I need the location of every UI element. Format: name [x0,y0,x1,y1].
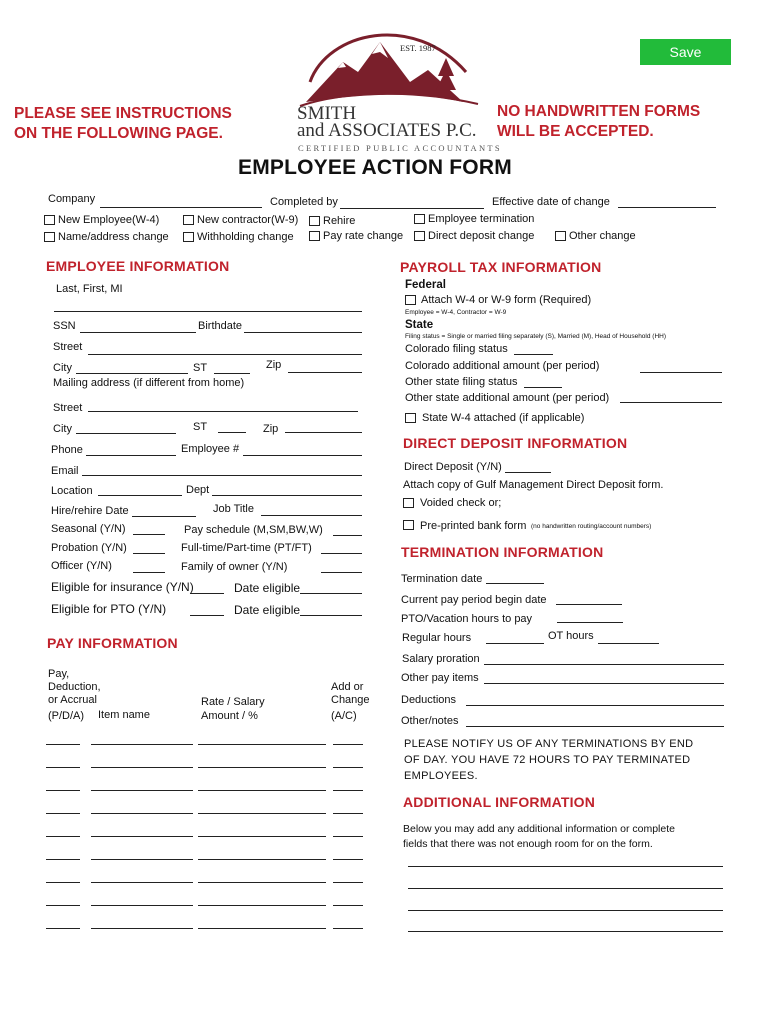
logo-tagline: CERTIFIED PUBLIC ACCOUNTANTS [298,143,502,153]
pay-rate-field[interactable] [198,859,326,860]
other-change-checkbox[interactable] [555,231,566,241]
street-label: Street [53,341,83,353]
regular-hours-field[interactable] [486,643,544,644]
attach-w4-label: Attach W-4 or W-9 form (Required) [421,294,592,306]
pay-change-field[interactable] [333,859,363,860]
voided-check-label: Voided check or; [420,497,502,509]
direct-deposit-heading: DIRECT DEPOSIT INFORMATION [403,435,628,451]
pto-date-field[interactable] [300,615,362,616]
termination-checkbox[interactable] [414,214,425,224]
payroll-tax-heading: PAYROLL TAX INFORMATION [400,259,602,275]
termination-heading: TERMINATION INFORMATION [401,544,604,560]
deductions-label: Deductions [401,694,457,706]
pay-change-field[interactable] [333,928,363,929]
pay-schedule-field[interactable] [333,535,362,536]
direct-deposit-yn-field[interactable] [505,472,551,473]
termination-notice-line-3: EMPLOYEES. [404,770,478,782]
additional-info-text-line-1: Below you may add any additional information or complete [403,823,675,835]
insurance-field[interactable] [190,593,224,594]
street-field[interactable] [88,354,362,355]
additional-info-line[interactable] [408,888,723,889]
other-notes-field[interactable] [466,726,724,727]
new-employee-label: New Employee(W-4) [58,214,160,226]
pay-col-rate-line-1: Rate / Salary [201,696,265,708]
pay-rate-field[interactable] [198,882,326,883]
company-field[interactable] [100,207,262,208]
pay-rate-field[interactable] [198,905,326,906]
pay-type-field[interactable] [46,928,80,929]
hire-date-label: Hire/rehire Date [51,505,129,517]
preprinted-form-note: (no handwritten routing/account numbers) [531,523,652,530]
period-begin-label: Current pay period begin date [401,594,547,606]
pay-item-name-field[interactable] [91,767,193,768]
pto-field[interactable] [190,615,224,616]
additional-info-line[interactable] [408,931,723,932]
attach-note: Employee = W-4, Contractor = W-9 [405,309,507,316]
email-field[interactable] [82,475,362,476]
phone-field[interactable] [86,455,176,456]
rehire-checkbox[interactable] [309,216,320,226]
direct-deposit-change-label: Direct deposit change [428,230,535,242]
employee-info-heading: EMPLOYEE INFORMATION [46,258,230,274]
direct-deposit-checkbox[interactable] [414,231,425,241]
name-address-label: Name/address change [58,231,169,243]
preprinted-form-label: Pre-printed bank form [420,520,527,532]
completed-by-field[interactable] [340,208,484,209]
st-label: ST [193,362,208,374]
dept-field[interactable] [212,495,362,496]
pay-change-field[interactable] [333,744,363,745]
withholding-checkbox[interactable] [183,232,194,242]
other-additional-field[interactable] [620,402,722,403]
logo-name-associates: and ASSOCIATES P.C. [297,120,477,141]
zip-label: Zip [266,359,282,371]
mailing-city-field[interactable] [76,433,176,434]
other-filing-label: Other state filing status [405,376,518,388]
pay-item-name-field[interactable] [91,859,193,860]
employee-number-label: Employee # [181,443,240,455]
job-title-label: Job Title [213,503,254,515]
ssn-field[interactable] [80,332,196,333]
state-filing-note: Filing status = Single or married filing separately (S), Married (M), Head of Household (HH) [405,333,666,340]
hire-date-field[interactable] [132,516,196,517]
employee-number-field[interactable] [243,455,362,456]
officer-label: Officer (Y/N) [51,560,112,572]
rehire-label: Rehire [323,215,356,227]
handwritten-notice-line-1: NO HANDWRITTEN FORMS [497,103,701,120]
ot-hours-label: OT hours [548,630,594,642]
save-button[interactable]: Save [640,39,731,65]
new-contractor-checkbox[interactable] [183,215,194,225]
pay-col-type-line-3: or Accrual [48,694,97,706]
location-field[interactable] [98,495,182,496]
mailing-street-label: Street [53,402,83,414]
instructions-notice-line-1: PLEASE SEE INSTRUCTIONS [14,105,232,122]
pay-type-field[interactable] [46,813,80,814]
company-label: Company [48,193,96,205]
additional-info-line[interactable] [408,866,723,867]
name-field[interactable] [54,311,362,312]
ft-pt-label: Full-time/Part-time (PT/FT) [181,542,312,554]
pto-hours-label: PTO/Vacation hours to pay [401,613,533,625]
seasonal-label: Seasonal (Y/N) [51,523,126,535]
mailing-city-label: City [53,423,72,435]
location-label: Location [51,485,93,497]
direct-deposit-yn-label: Direct Deposit (Y/N) [404,461,502,473]
new-employee-checkbox[interactable] [44,215,55,225]
salary-proration-label: Salary proration [402,653,480,665]
birthdate-field[interactable] [244,332,362,333]
effective-date-label: Effective date of change [492,196,610,208]
other-pay-label: Other pay items [401,672,479,684]
pay-item-name-field[interactable] [91,744,193,745]
pay-change-field[interactable] [333,790,363,791]
regular-hours-label: Regular hours [402,632,472,644]
other-change-label: Other change [569,230,636,242]
attach-deposit-form-label: Attach copy of Gulf Management Direct Deposit form. [403,479,664,491]
phone-label: Phone [51,444,83,456]
pay-type-field[interactable] [46,767,80,768]
other-notes-label: Other/notes [401,715,459,727]
additional-info-line[interactable] [408,910,723,911]
period-begin-field[interactable] [556,604,622,605]
seasonal-field[interactable] [133,534,165,535]
pay-col-type-line-1: Pay, [48,668,70,680]
mailing-zip-field[interactable] [285,432,362,433]
termination-date-field[interactable] [486,583,544,584]
pay-type-field[interactable] [46,744,80,745]
pay-type-field[interactable] [46,790,80,791]
additional-info-heading: ADDITIONAL INFORMATION [403,794,596,810]
name-label: Last, First, MI [56,283,123,295]
state-w4-label: State W-4 attached (if applicable) [422,412,585,424]
co-filing-field[interactable] [514,354,553,355]
pay-item-name-field[interactable] [91,813,193,814]
dept-label: Dept [186,484,210,496]
termination-notice-line-1: PLEASE NOTIFY US OF ANY TERMINATIONS BY END [404,738,694,750]
ot-hours-field[interactable] [598,643,659,644]
pay-rate-field[interactable] [198,744,326,745]
handwritten-notice-line-2: WILL BE ACCEPTED. [497,123,654,140]
termination-notice-line-2: OF DAY. YOU HAVE 72 HOURS TO PAY TERMINATED [404,754,691,766]
instructions-notice-line-2: ON THE FOLLOWING PAGE. [14,125,223,142]
co-additional-field[interactable] [640,372,722,373]
voided-check-checkbox[interactable] [403,498,414,508]
withholding-label: Withholding change [197,231,294,243]
logo-name-smith: SMITH [297,103,357,124]
pay-rate-field[interactable] [198,790,326,791]
effective-date-field[interactable] [618,207,716,208]
other-pay-field[interactable] [484,683,724,684]
pay-item-name-field[interactable] [91,882,193,883]
termination-label: Employee termination [428,213,535,225]
st-field[interactable] [214,373,250,374]
page-title: EMPLOYEE ACTION FORM [238,156,512,179]
completed-by-label: Completed by [270,196,338,208]
pay-change-field[interactable] [333,836,363,837]
pay-item-name-field[interactable] [91,790,193,791]
pay-col-change-line-2: Change [331,694,370,706]
pay-type-field[interactable] [46,905,80,906]
insurance-date-field[interactable] [300,593,362,594]
pay-item-name-field[interactable] [91,905,193,906]
state-label: State [405,319,434,331]
pay-col-item-name: Item name [98,709,150,721]
email-label: Email [51,465,79,477]
mailing-address-label: Mailing address (if different from home) [53,377,245,389]
insurance-date-label: Date eligible [234,581,301,595]
family-owner-field[interactable] [321,572,362,573]
pto-hours-field[interactable] [557,622,623,623]
pay-type-field[interactable] [46,882,80,883]
state-w4-checkbox[interactable] [405,413,416,423]
family-owner-label: Family of owner (Y/N) [181,561,288,573]
pay-col-type-line-4: (P/D/A) [48,710,85,722]
officer-field[interactable] [133,572,165,573]
ssn-label: SSN [53,320,76,332]
new-contractor-label: New contractor(W-9) [197,214,299,226]
pay-info-heading: PAY INFORMATION [47,635,178,651]
birthdate-label: Birthdate [198,320,243,332]
pay-change-field[interactable] [333,905,363,906]
pay-col-change-line-3: (A/C) [331,710,357,722]
insurance-label: Eligible for insurance (Y/N) [51,580,194,594]
pay-item-name-field[interactable] [91,928,193,929]
probation-label: Probation (Y/N) [51,542,127,554]
salary-proration-field[interactable] [484,664,724,665]
mailing-st-field[interactable] [218,432,246,433]
pay-col-rate-line-2: Amount / % [201,710,258,722]
preprinted-form-checkbox[interactable] [403,520,414,530]
city-field[interactable] [76,373,188,374]
deductions-field[interactable] [466,705,724,706]
other-additional-label: Other state additional amount (per period) [405,392,610,404]
additional-info-text-line-2: fields that there was not enough room for on the form. [403,838,653,850]
mailing-st-label: ST [193,421,208,433]
pay-item-name-field[interactable] [91,836,193,837]
city-label: City [53,362,72,374]
pay-rate-field[interactable] [198,813,326,814]
logo-est: EST. 1987 [400,43,436,53]
pto-label: Eligible for PTO (Y/N) [51,602,167,616]
federal-label: Federal [405,279,446,291]
pay-type-field[interactable] [46,836,80,837]
mailing-zip-label: Zip [263,423,279,435]
mailing-street-field[interactable] [88,411,358,412]
pay-change-field[interactable] [333,813,363,814]
pay-change-field[interactable] [333,882,363,883]
pay-type-field[interactable] [46,859,80,860]
zip-field[interactable] [288,372,362,373]
name-address-checkbox[interactable] [44,232,55,242]
pay-rate-field[interactable] [198,836,326,837]
ft-pt-field[interactable] [321,553,362,554]
pay-rate-checkbox[interactable] [309,231,320,241]
probation-field[interactable] [133,553,165,554]
attach-w4-checkbox[interactable] [405,295,416,305]
co-filing-label: Colorado filing status [405,343,508,355]
pto-date-label: Date eligible [234,603,301,617]
job-title-field[interactable] [261,515,362,516]
pay-rate-field[interactable] [198,767,326,768]
pay-col-type-line-2: Deduction, [48,681,101,693]
co-additional-label: Colorado additional amount (per period) [405,360,600,372]
pay-change-field[interactable] [333,767,363,768]
termination-date-label: Termination date [401,573,483,585]
pay-col-change-line-1: Add or [331,681,364,693]
other-filing-field[interactable] [524,387,562,388]
pay-rate-label: Pay rate change [323,230,404,242]
pay-rate-field[interactable] [198,928,326,929]
pay-schedule-label: Pay schedule (M,SM,BW,W) [184,524,323,536]
